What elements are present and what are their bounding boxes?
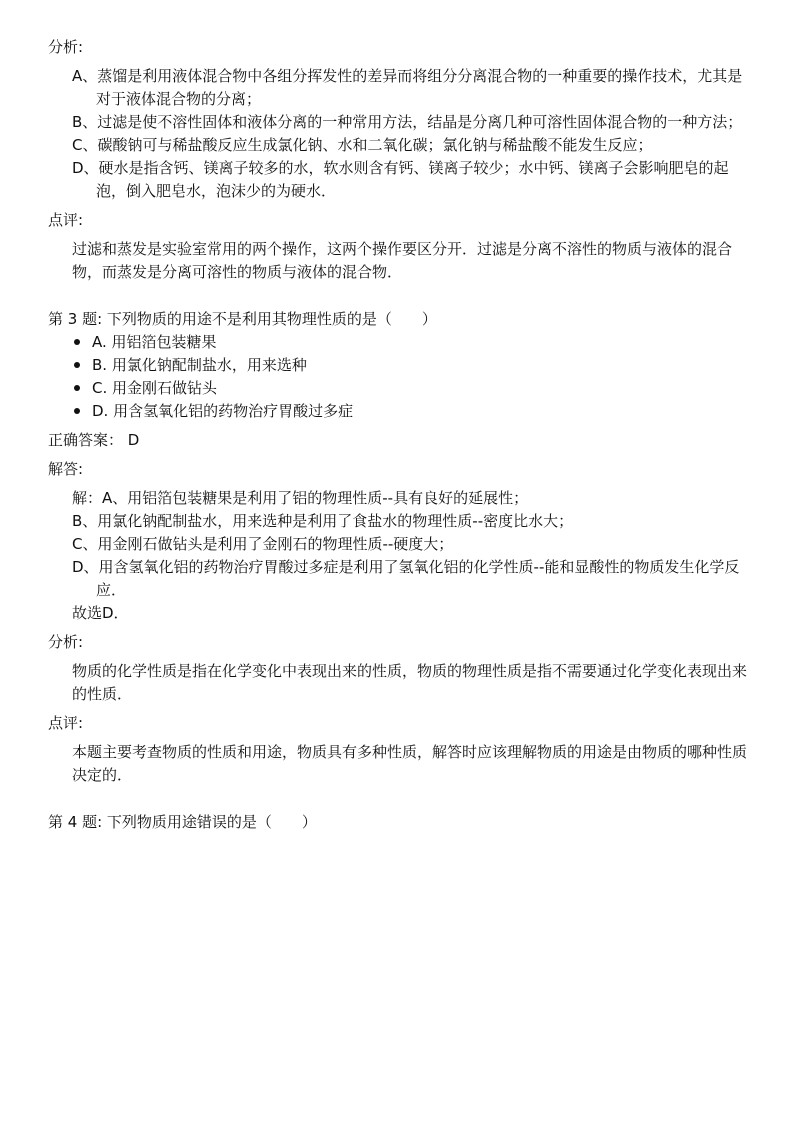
q3-comment-label: 点评: xyxy=(48,714,84,732)
solution-line-intro: 解：A、用铝箔包装糖果是利用了铝的物理性质--具有良好的延展性； xyxy=(72,489,529,507)
q3-analysis-label: 分析: xyxy=(48,633,84,651)
solution-line-b: B、用氯化钠配制盐水，用来选种是利用了食盐水的物理性质--密度比水大； xyxy=(72,512,574,530)
question-3-options xyxy=(48,331,748,423)
question-3-title: 第 3 题: 下列物质的用途不是利用其物理性质的是（ ） xyxy=(48,310,437,328)
q3-comment-text: 本题主要考查物质的性质和用途，物质具有多种性质，解答时应该理解物质的用途是由物质的哪种性质决定的． xyxy=(72,743,748,784)
comment-block xyxy=(72,238,748,284)
q3-comment-block xyxy=(72,741,748,787)
option-c: C. 用金刚石做钻头 xyxy=(74,377,748,400)
option-a: A. 用铝箔包装糖果 xyxy=(74,331,748,354)
comment-label: 点评: xyxy=(48,211,84,229)
solution-line-c: C、用金刚石做钻头是利用了金刚石的物理性质--硬度大； xyxy=(72,535,454,553)
answer-value: D xyxy=(127,431,140,449)
answer-line xyxy=(48,429,748,452)
q3-analysis-text: 物质的化学性质是指在化学变化中表现出来的性质，物质的物理性质是指不需要通过化学变化表现出来的性质． xyxy=(72,662,748,703)
solution-conclusion: 故选D． xyxy=(72,604,129,622)
answer-label: 正确答案： xyxy=(48,431,124,449)
analysis-line-c: C、碳酸钠可与稀盐酸反应生成氯化钠、水和二氧化碳；氯化钠与稀盐酸不能发生反应； xyxy=(72,136,653,154)
solution-label: 解答: xyxy=(48,460,84,478)
document-page xyxy=(48,36,748,834)
comment-text: 过滤和蒸发是实验室常用的两个操作，这两个操作要区分开．过滤是分离不溶性的物质与液体的混合物，而蒸发是分离可溶性的物质与液体的混合物． xyxy=(72,240,733,281)
analysis-label: 分析: xyxy=(48,38,84,56)
analysis-block xyxy=(72,65,748,203)
option-b: B. 用氯化钠配制盐水，用来选种 xyxy=(74,354,748,377)
analysis-line-a: A、蒸馏是利用液体混合物中各组分挥发性的差异而将组分分离混合物的一种重要的操作技术，尤其是对于液体混合物的分离； xyxy=(72,67,743,108)
solution-block xyxy=(72,487,748,625)
analysis-line-d: D、硬水是指含钙、镁离子较多的水，软水则含有钙、镁离子较少；水中钙、镁离子会影响肥皂的起泡，倒入肥皂水，泡沫少的为硬水． xyxy=(72,159,729,200)
solution-line-d: D、用含氢氧化铝的药物治疗胃酸过多症是利用了氢氧化铝的化学性质--能和显酸性的物质发生化学反应． xyxy=(72,558,740,599)
analysis-line-b: B、过滤是使不溶性固体和液体分离的一种常用方法，结晶是分离几种可溶性固体混合物的一种方法； xyxy=(72,113,743,131)
q3-analysis-block xyxy=(72,660,748,706)
question-4-title: 第 4 题: 下列物质用途错误的是（ ） xyxy=(48,813,317,831)
option-d: D. 用含氢氧化铝的药物治疗胃酸过多症 xyxy=(74,400,748,423)
